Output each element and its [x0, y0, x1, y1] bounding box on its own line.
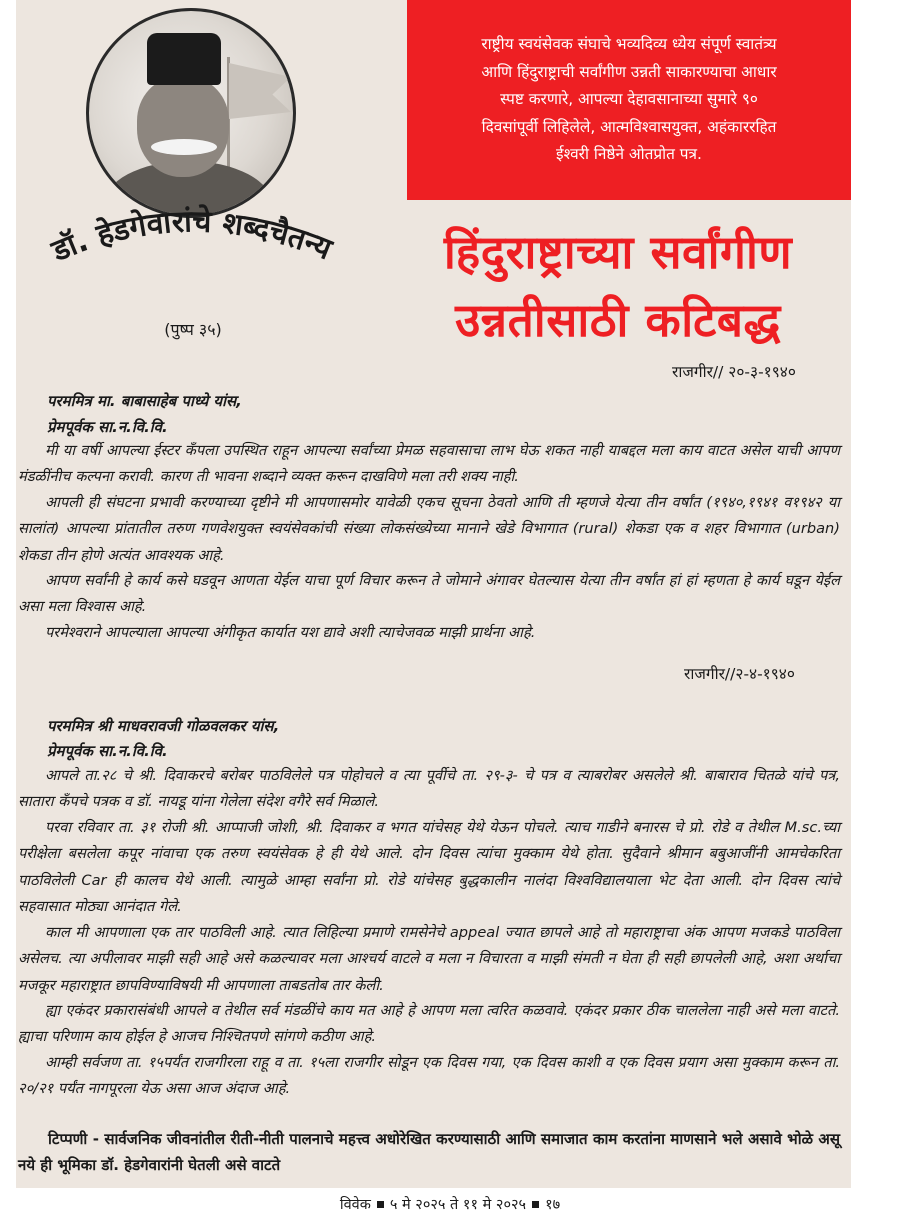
svg-text:डॉ. हेडगेवारांचे शब्दचैतन्य [46, 203, 338, 269]
intro-line: राष्ट्रीय स्वयंसेवक संघाचे भव्यदिव्य ध्येय संपूर्ण स्वातंत्र्य [481, 35, 777, 54]
bullet-square-icon [532, 1201, 539, 1208]
portrait-medallion-icon [86, 8, 296, 218]
letter1-paragraph: परमेश्वराने आपल्याला आपल्या अंगीकृत कार्यात यश द्यावे अशी त्याचेजवळ माझी प्रार्थना आहे. [45, 624, 536, 641]
letter2-greeting: प्रेमपूर्वक सा.न.वि.वि. [47, 742, 168, 760]
intro-text [481, 31, 776, 169]
letter2-paragraph: परवा रविवार ता. ३१ रोजी श्री. आप्पाजी जोशी, श्री. दिवाकर व भगत यांचेसह येथे येऊन पोचले. त्याच गाडीने बनारस चे प्रो. रोडे व तेथील M.sc.च्या परीक्षेला बसलेला कपूर नांवाचा एक तरुण स्वयंसेवक हे ही येथे आले. दोन दिवस त्यांचा मुक्काम येथे होता. सुदैवाने श्रीमान बबुआजींनी आमचेकरिता पाठविलेली Car ही कालच येथे आली. त्यामुळे आम्हा सर्वांना प्रो. रोडे यांचेसह बुद्धकालीन नालंदा विश्वविद्यालयाला भेट देता आली. दोन दिवस त्यांचे सहवासात मोठ्या आनंदात गेले. [18, 819, 840, 915]
editor-note: टिप्पणी - सार्वजनिक जीवनांतील रीती-नीती पालनाचे महत्त्व अधोरेखित करण्यासाठी आणि समाजात काम करतांना माणसाने भले असावे भोळे असू नये ही भूमिका डॉ. हेडगेवारांनी घेतली असे वाटते [18, 1130, 840, 1174]
letter2-salutation: परममित्र श्री माधवरावजी गोळवलकर यांस, [47, 717, 280, 735]
page-footer [0, 1194, 900, 1214]
letter1-dateline: राजगीर// २०-३-१९४० [672, 363, 796, 381]
page-number: १७ [545, 1197, 561, 1213]
headline-line: हिंदुराष्ट्राच्या सर्वांगीण [443, 225, 793, 279]
headline-line: उन्नतीसाठी कटिबद्ध [455, 293, 781, 347]
issue-dates: ५ मे २०२५ ते ११ मे २०२५ [389, 1197, 527, 1213]
letter1-paragraph: आपण सर्वांनी हे कार्य कसे घडवून आणता येईल याचा पूर्ण विचार करून ते जोमाने अंगावर घेतल्यास येत्या तीन वर्षांत हां हां म्हणता हे कार्य घडून येईल असा मला विश्वास आहे. [18, 572, 840, 616]
intro-line: स्पष्ट करणारे, आपल्या देहावसानाच्या सुमारे ९० [500, 90, 758, 109]
bullet-square-icon [377, 1201, 384, 1208]
letter2-paragraph: आपले ता.२८ चे श्री. दिवाकरचे बरोबर पाठविलेले पत्र पोहोचले व त्या पूर्वीचे ता. २९-३- चे पत्र व त्याबरोबर असलेले श्री. बाबाराव चितळे यांचे पत्र, सातारा कँपचे पत्रक व डॉ. नायडू यांना गेलेला संदेश वगैरे सर्व मिळाले. [18, 767, 840, 811]
letter1-salutation: परममित्र मा. बाबासाहेब पाध्ये यांस, [47, 392, 242, 410]
intro-line: दिवसांपूर्वी लिहिलेले, आत्मविश्वासयुक्त, अहंकाररहित [481, 117, 777, 136]
intro-box [407, 0, 851, 200]
book-title-text: डॉ. हेडगेवारांचे शब्दचैतन्य [47, 204, 337, 269]
headline [378, 218, 858, 354]
letter1-paragraph: मी या वर्षी आपल्या ईस्टर कँपला उपस्थित राहून आपल्या सर्वांच्या प्रेमळ सहवासाचा लाभ घेऊ शकत नाही याबद्दल मला काय वाटत असेल याची आपण मंडळींनीच कल्पना करावी. कारण ती भावना शब्दाने व्यक्त करून दाखविणे मला तरी शक्य नाही. [18, 442, 840, 486]
book-title [30, 206, 352, 296]
intro-line: आणि हिंदुराष्ट्राची सर्वांगीण उन्नती साकारण्याचा आधार [481, 62, 777, 81]
letter2-dateline: राजगीर//२-४-१९४० [684, 665, 795, 683]
letter2-paragraph: ह्या एकंदर प्रकारासंबंधी आपले व तेथील सर्व मंडळींचे काय मत आहे हे आपण मला त्वरित कळवावे. एकंदर प्रकार ठीक चाललेला नाही असे मला वाटते. ह्याचा परिणाम काय होईल हे आजच निश्चितपणे सांगणे कठीण आहे. [18, 1002, 840, 1046]
letter1-greeting: प्रेमपूर्वक सा.न.वि.वि. [47, 418, 168, 436]
letter1-paragraph: आपली ही संघटना प्रभावी करण्याच्या दृष्टीने मी आपणासमोर यावेळी एकच सूचना ठेवतो आणि ती म्हणजे येत्या तीन वर्षांत (१९४०,१९४१ व१९४२ या सालांत) आपल्या प्रांतातील तरुण गणवेशयुक्त स्वयंसेवकांची संख्या लोकसंख्येच्या मानाने खेडे विभागात (rural) शेकडा एक व शहर विभागात (urban) शेकडा तीन होणे अत्यंत आवश्यक आहे. [18, 494, 840, 564]
letter2-paragraph: काल मी आपणाला एक तार पाठविली आहे. त्यात लिहिल्या प्रमाणे रामसेनेचे appeal ज्यात छापले आहे तो महाराष्ट्राचा अंक आपण मजकडे पाठविला असेलच. त्या अपीलावर माझी सही आहे असे कळल्यावर मला आश्चर्य वाटले व मला न विचारता व माझी संमती न घेता ही सही छापलेली आहे, अशा अर्थाचा मजकूर महाराष्ट्रात छापविण्याविषयी मी आपणाला ताबडतोब तार केली. [18, 924, 840, 994]
intro-line: ईश्वरी निष्ठेने ओतप्रोत पत्र. [556, 145, 702, 164]
magazine-name: विवेक [339, 1197, 371, 1213]
series-number: (पुष्प ३५) [164, 320, 222, 339]
letter2-paragraph: आम्ही सर्वजण ता. १५पर्यंत राजगीरला राहू व ता. १५ला राजगीर सोडून एक दिवस गया, एक दिवस काशी व एक दिवस प्रयाग असा मुक्काम करून ता. २०/२१ पर्यंत नागपूरला येऊ असा आज अंदाज आहे. [18, 1054, 840, 1098]
